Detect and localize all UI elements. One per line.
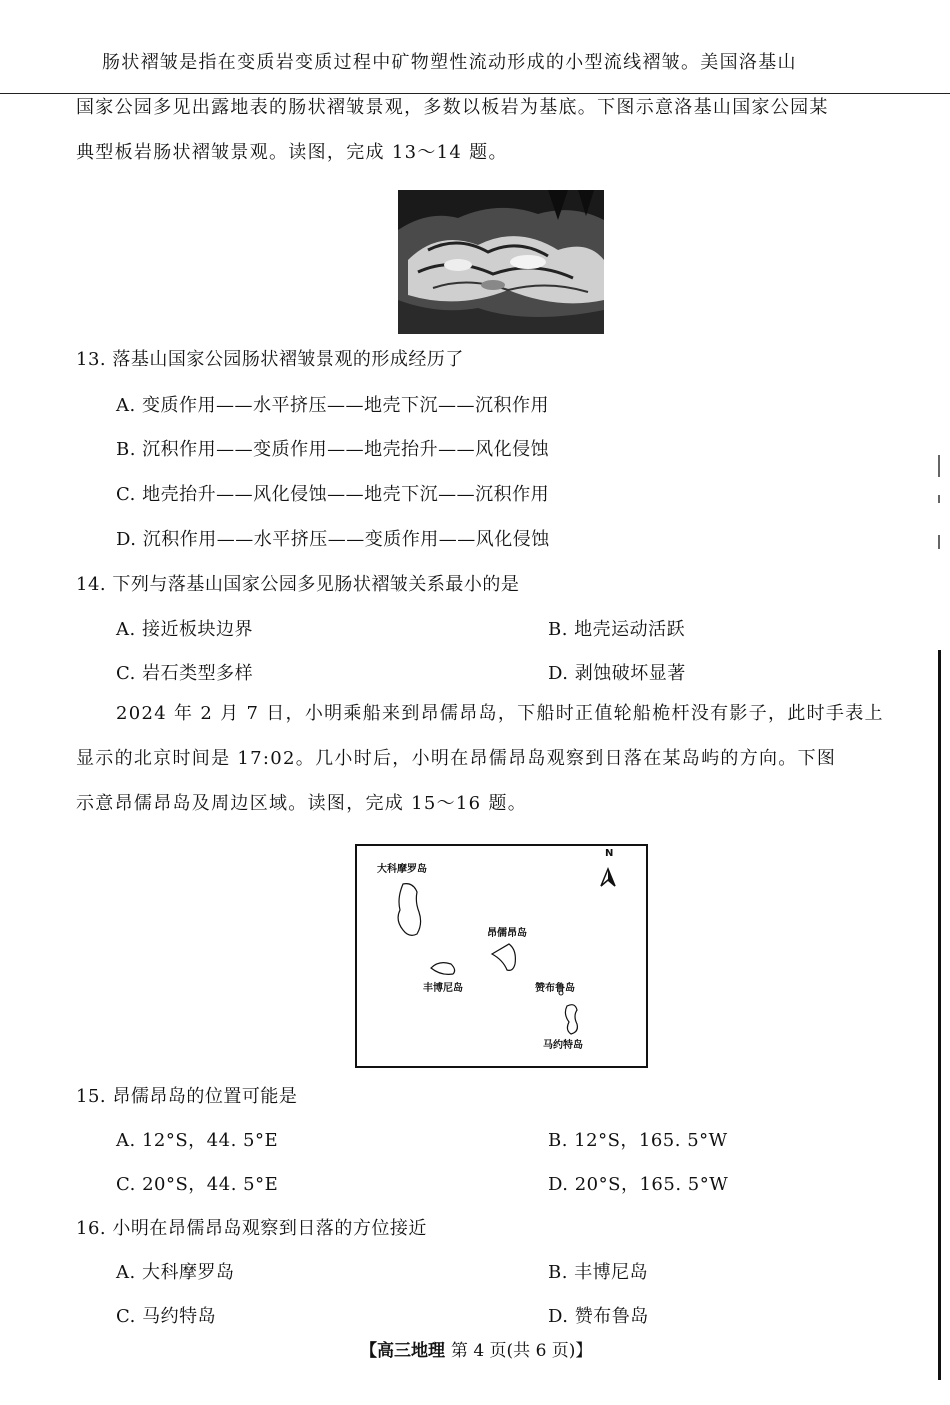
footer-page-number: 第 4 页(共 6 页)】 (450, 1341, 593, 1361)
question-14-stem: 14. 下列与落基山国家公园多见肠状褶皱关系最小的是 (76, 574, 520, 595)
label-grand-comoro: 大科摩罗岛 (377, 864, 427, 875)
question-15-option-a: A. 12°S，44. 5°E (116, 1130, 279, 1151)
label-anjouan: 昂儒昂岛 (487, 928, 527, 939)
passage2-line-3: 示意昂儒昂岛及周边区域。读图，完成 15～16 题。 (76, 793, 528, 814)
question-14-option-b: B. 地壳运动活跃 (548, 619, 686, 640)
question-15-stem: 15. 昂儒昂岛的位置可能是 (76, 1086, 298, 1107)
question-15-option-b: B. 12°S，165. 5°W (548, 1130, 728, 1151)
question-16-option-b: B. 丰博尼岛 (548, 1262, 649, 1283)
question-15-option-c: C. 20°S，44. 5°E (116, 1174, 279, 1195)
north-label: N (605, 848, 614, 859)
question-14-option-a: A. 接近板块边界 (116, 619, 253, 640)
footer-subject: 【高三地理 (360, 1341, 445, 1361)
grand-comoro-island (398, 884, 421, 936)
label-mayotte: 马约特岛 (543, 1040, 583, 1051)
question-16-option-a: A. 大科摩罗岛 (116, 1262, 235, 1283)
intro-line-2: 国家公园多见出露地表的肠状褶皱景观，多数以板岩为基底。下图示意洛基山国家公园某 (76, 97, 829, 118)
anjouan-island (492, 944, 515, 970)
question-13-stem: 13. 落基山国家公园肠状褶皱景观的形成经历了 (76, 349, 464, 370)
passage2-line-2: 显示的北京时间是 17:02。几小时后，小明在昂儒昂岛观察到日落在某岛屿的方向。下图 (76, 748, 837, 769)
question-14-option-d: D. 剥蚀破坏显著 (548, 663, 686, 684)
intro-line-1: 肠状褶皱是指在变质岩变质过程中矿物塑性流动形成的小型流线褶皱。美国洛基山 (102, 52, 797, 73)
scan-edge-mark (938, 455, 940, 477)
question-13-option-a: A. 变质作用——水平挤压——地壳下沉——沉积作用 (116, 395, 549, 416)
scan-edge-mark (938, 535, 940, 549)
question-13-option-b: B. 沉积作用——变质作用——地壳抬升——风化侵蚀 (116, 439, 550, 460)
scan-edge-mark (938, 495, 940, 503)
question-14-option-c: C. 岩石类型多样 (116, 663, 254, 684)
page-footer (360, 1336, 592, 1361)
fold-landscape-photo (398, 190, 604, 334)
question-13-option-c: C. 地壳抬升——风化侵蚀——地壳下沉——沉积作用 (116, 484, 550, 505)
intro-line-3: 典型板岩肠状褶皱景观。读图，完成 13～14 题。 (76, 142, 508, 163)
question-13-option-d: D. 沉积作用——水平挤压——变质作用——风化侵蚀 (116, 529, 550, 550)
mayotte-island (565, 1005, 577, 1034)
comoros-map (355, 844, 648, 1068)
question-16-option-d: D. 赞布鲁岛 (548, 1306, 649, 1327)
question-16-stem: 16. 小明在昂儒昂岛观察到日落的方位接近 (76, 1218, 427, 1239)
moheli-island (431, 963, 455, 975)
question-15-option-d: D. 20°S，165. 5°W (548, 1174, 729, 1195)
passage2-line-1: 2024 年 2 月 7 日，小明乘船来到昂儒昂岛，下船时正值轮船桅杆没有影子，此时手表上 (116, 703, 884, 724)
label-zambourou: 赞布鲁岛 (535, 983, 575, 994)
label-moheli: 丰博尼岛 (423, 983, 463, 994)
question-16-option-c: C. 马约特岛 (116, 1306, 217, 1327)
scan-edge-bar (938, 650, 941, 1380)
